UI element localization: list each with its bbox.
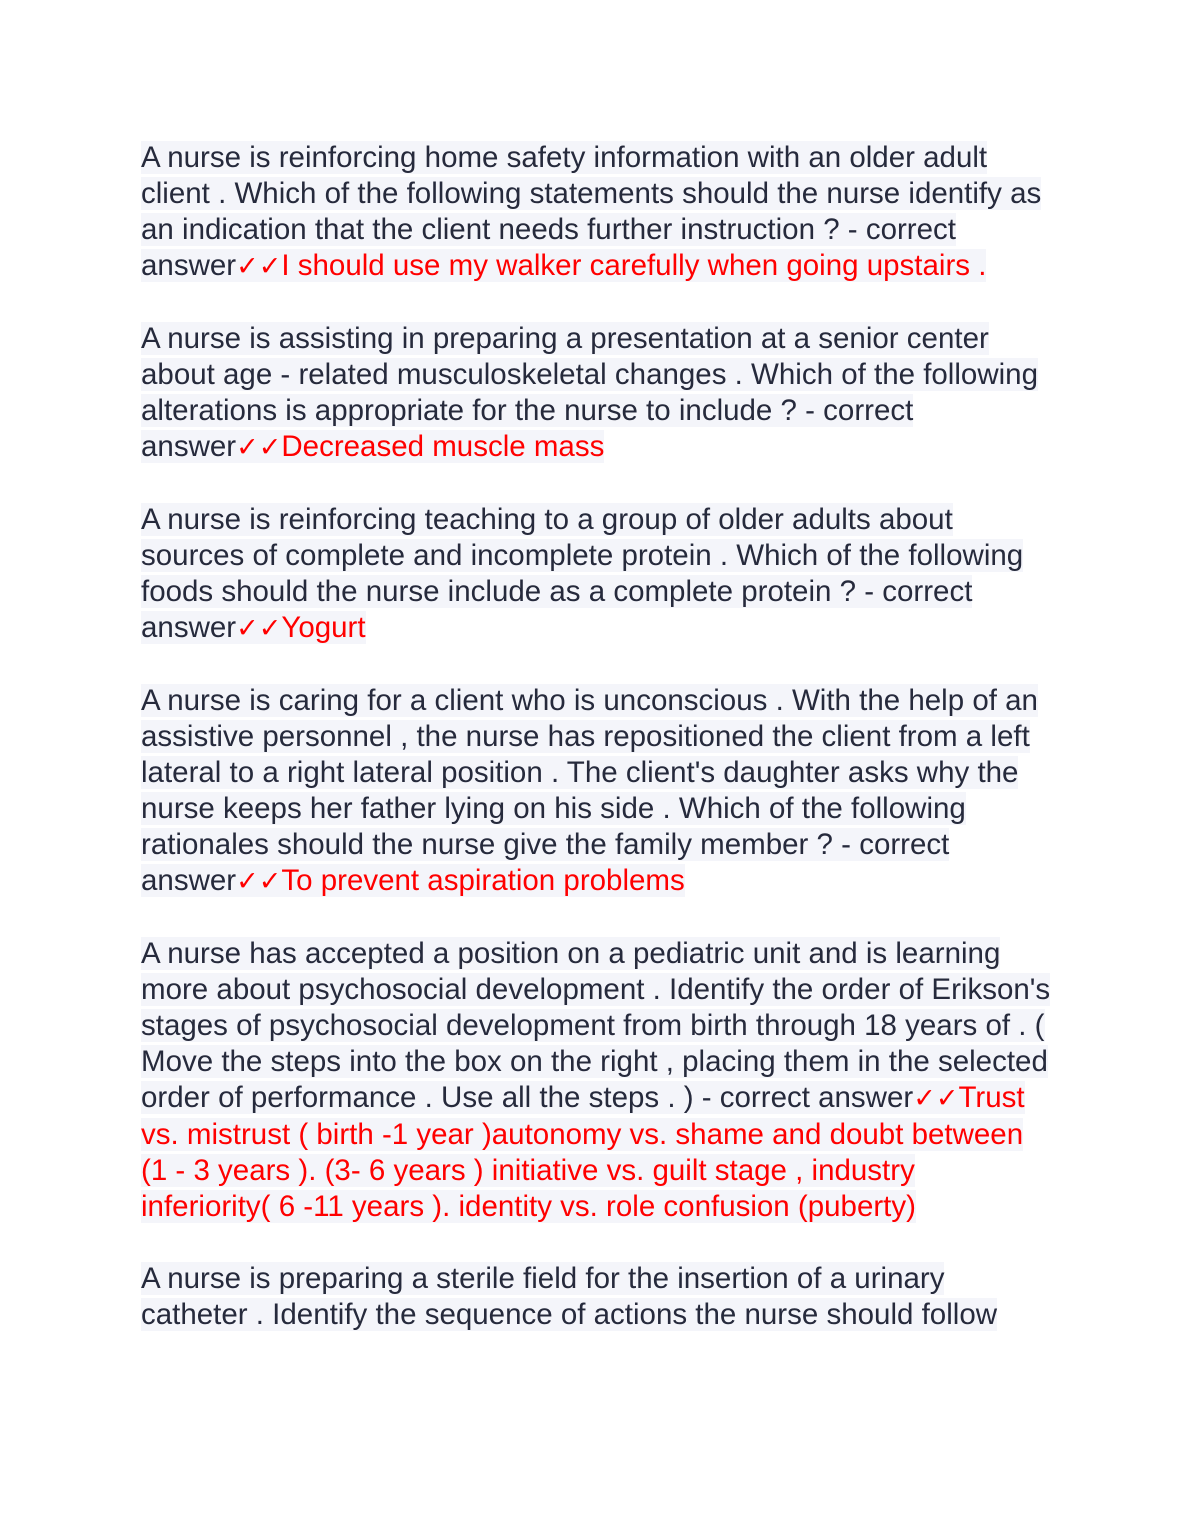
qa-highlight (141, 141, 1041, 282)
double-check-icon: ✓✓ (913, 1083, 959, 1114)
document-content (141, 140, 1051, 1369)
qa-item (141, 321, 1051, 466)
answer-label: correct answer (141, 828, 950, 897)
question-text: A nurse is reinforcing teaching to a group of older adults about sources of complete and incomplete protein . Which of the following foods should the nurse include as a complete protein ? - (141, 503, 1024, 608)
answer-label: correct answer (141, 394, 914, 463)
qa-item (141, 936, 1051, 1225)
answer-text: To prevent aspiration problems (281, 864, 685, 897)
question-text: A nurse is caring for a client who is unconscious . With the help of an assistive personnel , the nurse has repositioned the client from a left lateral to a right lateral position . The client's daughter asks why the nurse keeps her father lying on his side . Which of the following rationales should the nurse give the family member ? - (141, 684, 1038, 861)
answer-text: Yogurt (281, 611, 366, 644)
qa-item (141, 140, 1051, 285)
qa-highlight (141, 937, 1050, 1223)
question-text: A nurse is preparing a sterile field for the insertion of a urinary catheter . Identify the sequence of actions the nurse should follow (141, 1262, 998, 1331)
qa-highlight (141, 322, 1038, 463)
question-text: A nurse is assisting in preparing a presentation at a senior center about age - related musculoskeletal changes . Which of the following alterations is appropriate for the nurse to include ? - (141, 322, 1038, 427)
double-check-icon: ✓✓ (236, 613, 282, 644)
qa-item (141, 502, 1051, 647)
answer-text: I should use my walker carefully when going upstairs . (281, 249, 987, 282)
qa-highlight (141, 684, 1038, 897)
question-text: A nurse is reinforcing home safety information with an older adult client . Which of the following statements should the nurse identify as an indication that the client needs further instruction ? - (141, 141, 1042, 246)
qa-highlight (141, 503, 1023, 644)
answer-label: correct answer (719, 1081, 914, 1114)
qa-item (141, 1261, 1051, 1333)
answer-text: Decreased muscle mass (281, 430, 605, 463)
double-check-icon: ✓✓ (236, 432, 282, 463)
answer-label: correct answer (141, 575, 973, 644)
double-check-icon: ✓✓ (236, 866, 282, 897)
answer-label: correct answer (141, 213, 956, 282)
qa-highlight (141, 1262, 997, 1331)
double-check-icon: ✓✓ (236, 251, 282, 282)
question-text: A nurse has accepted a position on a pediatric unit and is learning more about psychosocial development . Identify the order of Erikson's stages of psychosocial development from birth through 18 years of . ( Move the steps into the box on the right , placing them in the selected order of performance . Use all the steps . ) - (141, 937, 1051, 1114)
answer-text: Trust vs. mistrust ( birth -1 year )autonomy vs. shame and doubt between (1 - 3 years ). (3- 6 years ) initiative vs. guilt stage , industry inferiority( 6 -11 years ). identity vs. role confusion (puberty) (141, 1081, 1025, 1223)
qa-item (141, 683, 1051, 900)
